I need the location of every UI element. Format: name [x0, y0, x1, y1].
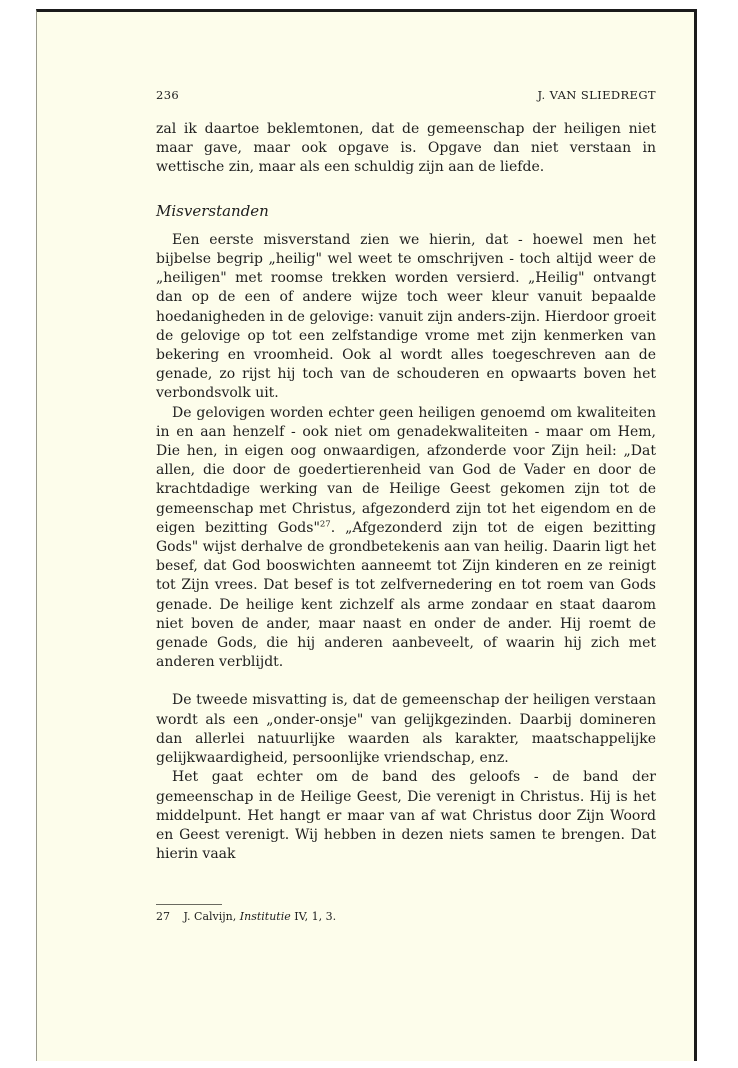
footnote-number: 27 [156, 910, 170, 923]
body-text [156, 120, 656, 864]
running-title: J. VAN SLIEDREGT [537, 88, 656, 102]
footnote-author: J. Calvijn, [183, 910, 237, 923]
footnote-reference-text: IV, 1, 3. [294, 910, 337, 923]
footnote-reference[interactable]: 27 [319, 519, 331, 530]
footnote-work-title: Institutie [239, 910, 291, 923]
paragraph-believers-part1: De gelovigen worden echter geen heiligen genoemd om kwaliteiten in en aan henzelf - ook niet om genadekwaliteiten - maar om Hem, Die hen, in eigen oog onwaardigen, afzonderde voor Zijn heil: „Dat allen, die door de goedertierenheid van God de Vader en door de krachtdadige werking van de Heilige Geest gekomen zijn tot de gemeenschap met Christus, afgezonderd zijn tot het eigendom en de eigen bezitting Gods" [156, 404, 656, 536]
paragraph-intro: zal ik daartoe beklemtonen, dat de gemeenschap der heiligen niet maar gave, maar ook opgave is. Opgave dan niet verstaan in wettische zin, maar als een schuldig zijn aan de liefde. [156, 121, 656, 176]
paragraph-believers [156, 404, 656, 673]
footnote-divider [156, 904, 222, 905]
paragraph-bond-of-faith: Het gaat echter om de band des geloofs - de band der gemeenschap in de Heilige Geest, Die verenigt in Christus. Hij is het middelpunt. Het hangt er maar van af wat Christus door Zijn Woord en Geest verenigt. Wij hebben in dezen niets samen te brengen. Dat hierin vaak [156, 769, 656, 863]
paragraph-first-misunderstanding: Een eerste misverstand zien we hierin, dat - hoewel men het bijbelse begrip „heilig" wel weet te omschrijven - toch altijd weer de „heiligen" met roomse trekken worden versierd. „Heilig" ontvangt dan op de een of andere wijze toch weer kleur vanuit bepaalde hoedanigheden in de gelovige: vanuit zijn anders-zijn. Hierdoor groeit de gelovige op tot een zelfstandige vrome met zijn kenmerken van bekering en vroomheid. Ook al wordt alles toegeschreven aan de genade, zo rijst hij toch van de schouderen en opwaarts boven het verbondsvolk uit. [156, 231, 656, 402]
footnote [156, 910, 656, 923]
paragraph-believers-part2: . „Afgezonderd zijn tot de eigen bezitting Gods" wijst derhalve de grondbetekenis aan van heilig. Daarin ligt het besef, dat God booswichten aanneemt tot Zijn kinderen en ze reinigt tot Zijn vrees. Dat besef is tot zelfvernedering en tot roem van Gods genade. De heilige kent zichzelf als arme zondaar en staat daarom niet boven de ander, maar naast en onder de ander. Hij roemt de genade Gods, die hij anderen aanbeveelt, of waarin hij zich met anderen verblijdt. [156, 519, 656, 671]
section-heading: Misverstanden [156, 201, 269, 220]
page-number: 236 [156, 88, 180, 102]
paragraph-second-misconception: De tweede misvatting is, dat de gemeenschap der heiligen verstaan wordt als een „onder-onsje" van gelijkgezinden. Daarbij domineren dan allerlei natuurlijke waarden als karakter, maatschappelijke gelijkwaardigheid, persoonlijke vriendschap, enz. [156, 692, 656, 767]
